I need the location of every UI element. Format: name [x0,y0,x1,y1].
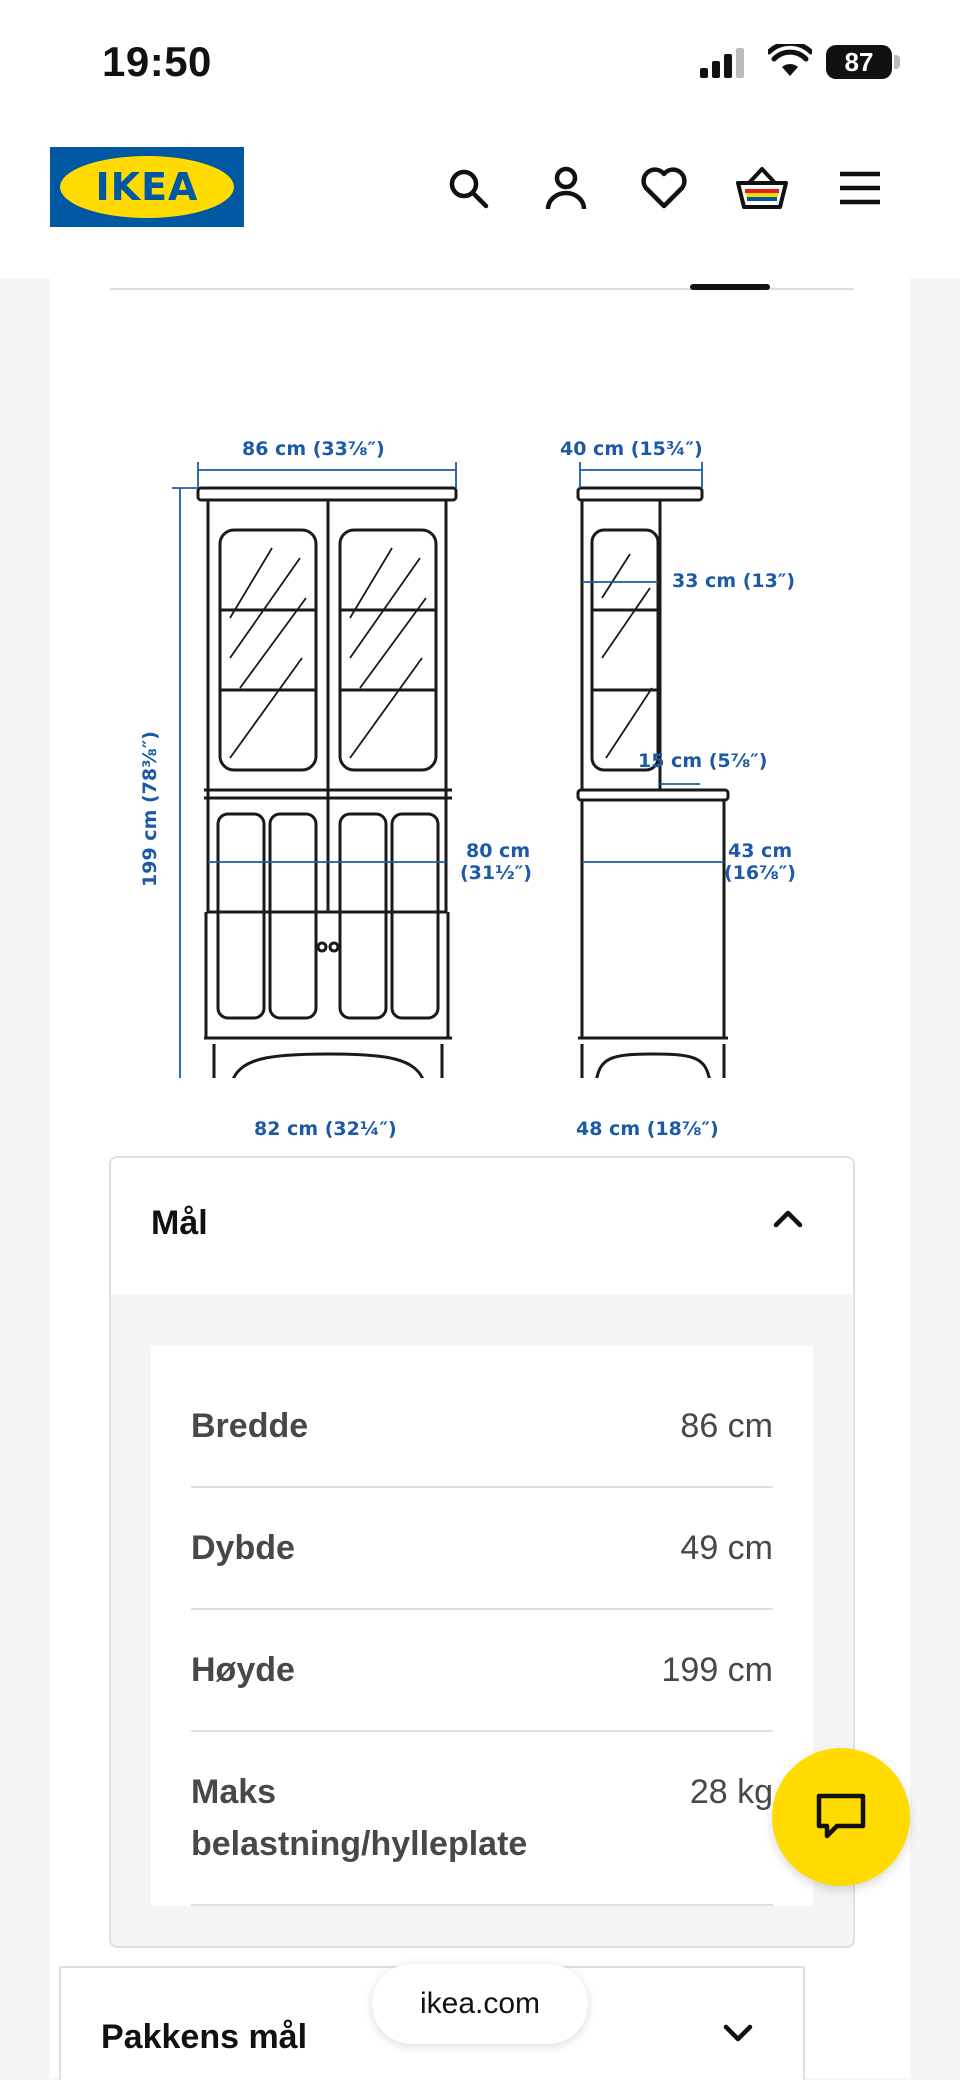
chevron-up-icon [773,1208,803,1228]
logo-text: IKEA [60,156,234,218]
dimensions-accordion-header[interactable] [111,1158,853,1294]
dimension-value: 49 cm [680,1529,773,1567]
dimension-row-height [191,1610,773,1732]
ikea-logo[interactable] [50,147,244,227]
dimension-label: Maks belastning/hylleplate [191,1773,528,1863]
dimension-row-max-load [191,1732,773,1906]
url-bar[interactable] [372,1964,588,2044]
battery-tip [894,55,900,69]
inner-depth-label: 33 cm (13″) [672,570,796,592]
heart-icon[interactable] [636,160,692,216]
wifi-icon [768,44,812,78]
dimensions-accordion [109,1156,855,1948]
base-depth-label-a: 43 cm [728,840,793,862]
top-depth-label: 15 cm (5⅞″) [638,750,768,772]
chat-button[interactable] [772,1748,910,1886]
site-header [0,120,960,278]
dimension-value: 199 cm [661,1651,773,1689]
cabinet-drawing [150,358,800,1078]
base-width-label: 82 cm (32¼″) [254,1118,397,1140]
dimension-diagram [139,358,800,1140]
dimensions-title: Mål [151,1204,208,1242]
dimensions-table [151,1346,813,1906]
dimension-value: 86 cm [680,1407,773,1445]
shelf-width-label-b: (31½″) [460,862,532,884]
base-depth-label-b: (16⅞″) [724,862,796,884]
dimension-label: Høyde [191,1651,295,1689]
front-width-label: 86 cm (33⅞″) [242,438,385,460]
dimension-label: Bredde [191,1407,309,1445]
chat-icon [815,1792,867,1842]
dimension-value: 28 kg [689,1773,773,1811]
clock: 19:50 [102,38,212,85]
battery-indicator: 87 [826,45,892,79]
url-domain: ikea.com [419,1987,541,2020]
status-bar [0,0,960,120]
menu-icon[interactable] [832,160,888,216]
search-icon[interactable] [440,160,496,216]
dimension-label: Dybde [191,1529,295,1567]
user-icon[interactable] [538,160,594,216]
side-depth-label: 40 cm (15¾″) [560,438,703,460]
chevron-down-icon [723,2024,753,2044]
base-side-label: 48 cm (18⅞″) [576,1118,719,1140]
height-label: 199 cm (78⅜″) [139,731,161,887]
dimension-row-depth [191,1488,773,1610]
signal-icon [700,48,750,78]
dimension-row-width [191,1366,773,1488]
package-title: Pakkens mål [101,2018,308,2056]
tab-indicator [690,284,770,290]
basket-icon[interactable] [734,160,790,216]
shelf-width-label-a: 80 cm [466,840,531,862]
